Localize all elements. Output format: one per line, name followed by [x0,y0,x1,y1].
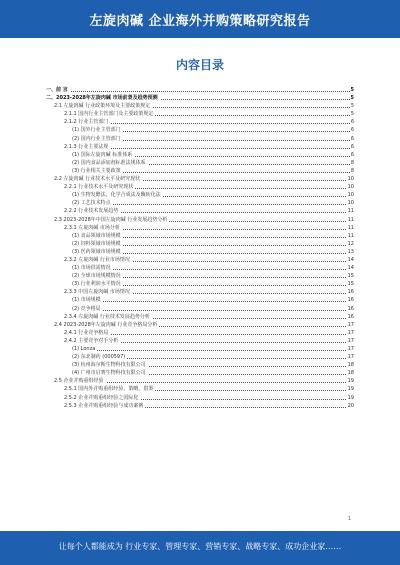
report-footer-bar [0,531,400,565]
toc-entry-title: 一、前 言 [46,87,68,93]
toc-entry-page: 19 [347,394,354,401]
toc-entry-title: (2) 国内食品添加剂标准法规体系 [46,159,148,167]
toc-entry-page: 8 [350,167,354,174]
toc-entry-title: 2.1 左旋肉碱 行业政策环境及主要政策规定 [46,102,152,110]
toc-entry-title: 2.2.1 行业技术水平及研究现状 [46,183,135,191]
toc-entry-title: (1) 国外行业主管部门 [46,126,123,134]
toc-entry[interactable] [46,151,354,159]
toc-entry-title: 2.3.2 左旋肉碱 行业市场情况 [46,256,132,264]
toc-entry-page: 5 [350,103,354,110]
toc-entry-title: (3) 医药领域市场规模 [46,248,123,256]
toc-entry-title: (1) 生物发酵法、化学合成法及酶转化法 [46,191,163,199]
toc-entry[interactable] [46,207,354,215]
toc-entry-page: 16 [347,305,354,312]
toc-entry-page: 17 [347,321,354,328]
toc-entry-page: 13 [347,248,354,255]
toc-entry-title: (3) 行业相关主要政策 [46,167,123,175]
toc-entry[interactable] [46,248,354,256]
toc-entry[interactable] [46,377,354,385]
toc-entry[interactable] [46,337,354,345]
toc-entry[interactable] [46,329,354,337]
toc-entry[interactable] [46,118,354,126]
toc-entry-page: 10 [347,184,354,191]
toc-entry-title: (2) 竞争格局 [46,305,103,313]
toc-entry-title: 2.1.3 行业主要法规 [46,143,110,151]
toc-entry-title: 2.3.1 左旋肉碱 市场分析 [46,224,122,232]
toc-entry-page: 11 [347,224,354,231]
toc-entry[interactable] [46,183,354,191]
toc-entry-title: 2.4 2023-2028年左旋肉碱 行业竞争格局分析 [46,321,159,329]
toc-entry-page: 6 [350,127,354,134]
toc-entry[interactable] [46,216,354,224]
toc-entry-title: 2.2.2 行业技术发展趋势 [46,207,120,215]
toc-entry-page: 8 [350,159,354,166]
toc-entry[interactable] [46,369,354,377]
toc-entry[interactable] [46,288,354,296]
toc-entry[interactable] [46,402,354,410]
toc-entry[interactable] [46,102,354,110]
toc-entry-page: 16 [347,297,354,304]
toc-entry[interactable] [46,280,354,288]
toc-entry-page: 17 [347,354,354,361]
toc-entry-title: 2.3 2023-2028年中国左旋肉碱 行业发展趋势分析 [46,216,169,224]
toc-entry[interactable] [46,240,354,248]
toc-entry[interactable] [46,94,354,102]
toc-entry-page: 17 [347,329,354,336]
toc-entry[interactable] [46,175,354,183]
toc-entry-title: 2.5.3 企业并购重组经验与成功案例 [46,402,145,410]
table-of-contents [46,86,354,410]
toc-entry-title: 2.4.1 行业竞争格局 [46,329,110,337]
toc-entry[interactable] [46,321,354,329]
toc-entry-title: 2.4.2 主要竞争对手分析 [46,337,120,345]
toc-entry[interactable] [46,110,354,118]
toc-entry-title: 二、2023-2028年左旋肉碱 市场前景及趋势预测 [46,95,158,102]
toc-entry-page: 5 [350,87,354,93]
toc-entry-title: (2) 东北制药 (000597) [46,353,127,361]
toc-entry-page: 6 [350,119,354,126]
toc-entry[interactable] [46,86,354,94]
toc-entry-title: (1) 国际左旋肉碱 标准体系 [46,151,134,159]
toc-entry-page: 5 [350,95,354,102]
toc-entry[interactable] [46,272,354,280]
report-header-bar [0,0,400,38]
toc-entry[interactable] [46,159,354,167]
toc-entry[interactable] [46,224,354,232]
toc-entry-page: 16 [347,313,354,320]
toc-entry-title: (2) 全球市场规模情况 [46,272,123,280]
toc-entry-page: 16 [347,289,354,296]
toc-entry[interactable] [46,296,354,304]
toc-entry-page: 10 [347,176,354,183]
toc-entry-page: 19 [347,378,354,385]
toc-entry-title: (3) 杭州海尔斯生物科技有限公司 [46,361,148,369]
toc-entry-page: 6 [350,151,354,158]
toc-entry-page: 18 [347,370,354,377]
toc-entry-title: (1) 市场供需情况 [46,264,113,272]
toc-entry-title: (4) 广州市启赛生物科技有限公司 [46,369,148,377]
toc-entry[interactable] [46,256,354,264]
toc-entry-page: 10 [347,200,354,207]
toc-entry-page: 11 [347,208,354,215]
toc-entry[interactable] [46,345,354,353]
toc-entry-title: 2.3.4 左旋肉碱 行业技术发展趋势分析 [46,313,152,321]
toc-entry-page: 17 [347,337,354,344]
toc-entry-title: (2) 饲料领域市场规模 [46,240,123,248]
toc-entry-title: (1) 市场规模 [46,296,103,304]
toc-heading: 内容目录 [175,58,224,72]
toc-entry-page: 14 [347,256,354,263]
toc-entry[interactable] [46,353,354,361]
toc-entry-title: 2.3.3 中国左旋肉碱 市场情况 [46,288,132,296]
toc-entry-page: 6 [350,135,354,142]
toc-entry[interactable] [46,313,354,321]
toc-entry[interactable] [46,126,354,134]
toc-entry-page: 20 [347,402,354,409]
toc-entry-page: 11 [347,232,354,239]
toc-entry[interactable] [46,232,354,240]
toc-entry-page: 5 [350,111,354,118]
toc-entry[interactable] [46,191,354,199]
toc-entry-title: (2) 国内行业主管部门 [46,135,123,143]
page-marker: 1 [348,516,352,522]
toc-entry-title: 2.2 左旋肉碱 行业技术水平及研究现状 [46,175,142,183]
toc-entry[interactable] [46,264,354,272]
toc-entry[interactable] [46,394,354,402]
toc-entry[interactable] [46,305,354,313]
toc-entry-page: 10 [347,192,354,199]
toc-entry-title: (2) 工艺技术特点 [46,199,113,207]
toc-entry-page: 17 [347,346,354,352]
toc-entry-title: (3) 行业利润水平情况 [46,280,123,288]
toc-entry-page: 11 [347,216,354,223]
toc-entry-page: 18 [347,362,354,369]
toc-entry-page: 12 [347,240,354,247]
toc-entry-title: (1) Lonza [46,345,97,353]
toc-entry-page: 15 [347,273,354,280]
toc-entry-title: 2.1.1 国内行业主管部门及主要政策规定 [46,110,155,118]
footer-slogan: 让每个人都能成为 行业专家、管理专家、营销专家、战略专家、成功企业家…… [58,542,342,551]
toc-entry-page: 14 [347,265,354,272]
toc-entry[interactable] [46,199,354,207]
toc-entry-title: 2.1.2 行业主管部门 [46,118,110,126]
toc-entry[interactable] [46,135,354,143]
toc-entry-page: 19 [347,386,354,393]
toc-entry-title: 2.5.1 国内外并购重组经验、策略、借鉴 [46,385,155,393]
toc-entry[interactable] [46,167,354,175]
toc-entry[interactable] [46,361,354,369]
toc-entry-title: 2.5.2 企业并购重组经验之国际化 [46,394,140,402]
toc-entry-title: (1) 食品领域市场规模 [46,232,123,240]
toc-entry[interactable] [46,385,354,393]
report-title: 左旋肉碱 企业海外并购策略研究报告 [89,14,311,29]
dot-leader [46,91,350,92]
toc-entry[interactable] [46,143,354,151]
toc-entry-title: 2.5 企业并购重组经验 [46,377,106,385]
toc-entry-page: 6 [350,143,354,150]
toc-entry-page: 15 [347,281,354,288]
